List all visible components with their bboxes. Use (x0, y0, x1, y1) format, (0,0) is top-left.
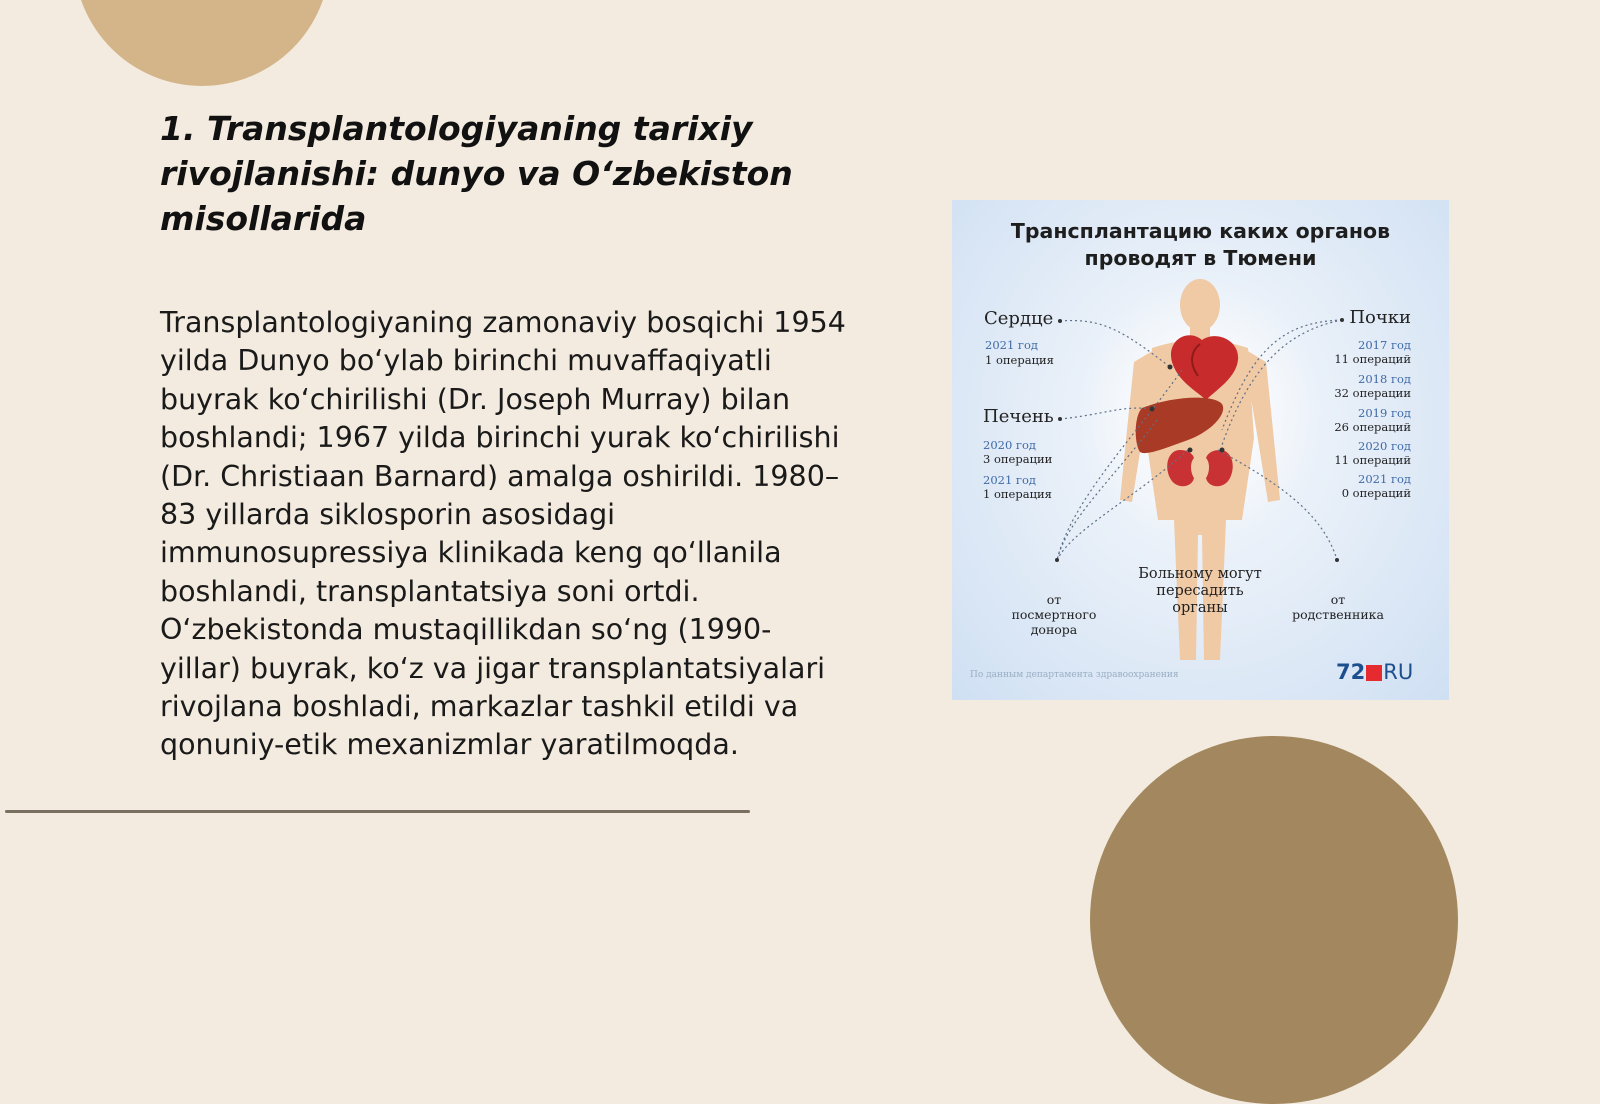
logo-red-mark-icon (1366, 665, 1382, 681)
kidneys-year-2020: 2020 год (1358, 439, 1411, 453)
kidneys-count-2019: 26 операций (1334, 420, 1411, 434)
deceased-donor-line-1: от (1046, 592, 1062, 607)
center-caption (1120, 566, 1280, 617)
liver-year-2021: 2021 год (983, 473, 1036, 487)
kidneys-count-2018: 32 операции (1334, 386, 1411, 400)
center-caption-line-2: пересадить (1156, 583, 1244, 599)
kidneys-year-2018: 2018 год (1358, 372, 1411, 386)
relative-donor-line-1: от (1330, 592, 1346, 607)
liver-count-2020: 3 операции (983, 452, 1053, 466)
deceased-donor-caption (998, 592, 1110, 637)
infographic-title-line-1: Трансплантацию каких органов (1010, 219, 1391, 243)
kidneys-year-2021: 2021 год (1358, 472, 1411, 486)
center-caption-line-1: Больному могут (1138, 566, 1262, 582)
kidneys-year-2017: 2017 год (1358, 338, 1411, 352)
organ-transplant-infographic (952, 200, 1449, 700)
liver-year-2020: 2020 год (983, 438, 1036, 452)
liver-count-2021: 1 операция (983, 487, 1052, 501)
bottom-divider (5, 810, 750, 813)
center-caption-line-3: органы (1172, 600, 1228, 616)
heart-label: Сердце (984, 308, 1054, 329)
heart-year-2021: 2021 год (985, 338, 1038, 352)
kidneys-count-2017: 11 операций (1334, 352, 1411, 366)
relative-donor-line-2: родственника (1292, 607, 1384, 622)
infographic-title-line-2: проводят в Тюмени (1084, 246, 1317, 270)
deceased-donor-line-2: посмертного (1011, 607, 1097, 622)
slide-body-text: Transplantologiyaning zamonaviy bosqichi 1954 yilda Dunyo bo‘ylab birinchi muvaffaqiyatli buyrak ko‘chirilishi (Dr. Joseph Murray) bilan boshlandi; 1967 yilda birinchi yurak ko‘chirilishi (Dr. Christiaan Barnard) amalga oshirildi. 1980–83 yillarda siklosporin asosidagi immunosupressiya klinikada keng qo‘llanila boshlandi, transplantatsiya soni ortdi. O‘zbekistonda mustaqillikdan so‘ng (1990-yillar) buyrak, ko‘z va jigar transplantatsiyalari rivojlana boshladi, markazlar tashkil etildi va qonuniy-etik mexanizmlar yaratilmoqda. (160, 306, 846, 762)
liver-label: Печень (983, 406, 1054, 427)
decorative-circle-bottom (1090, 736, 1458, 1104)
slide-title: 1. Transplantologiyaning tarixiy rivojlanishi: dunyo va O‘zbekiston misollarida (160, 109, 793, 238)
kidneys-label: Почки (1349, 307, 1411, 328)
decorative-circle-top (74, 0, 330, 86)
infographic-title (952, 218, 1449, 272)
deceased-donor-line-3: донора (1030, 622, 1078, 637)
logo-ru-text: RU (1383, 660, 1414, 684)
heart-count-2021: 1 операция (985, 353, 1054, 367)
data-credit: По данным департамента здравоохранения (970, 670, 1179, 680)
72ru-logo (1336, 660, 1413, 684)
kidneys-count-2021: 0 операций (1341, 486, 1411, 500)
kidneys-year-2019: 2019 год (1358, 406, 1411, 420)
relative-donor-caption (1278, 592, 1398, 622)
logo-number: 72 (1336, 660, 1366, 684)
kidneys-count-2020: 11 операций (1334, 453, 1411, 467)
